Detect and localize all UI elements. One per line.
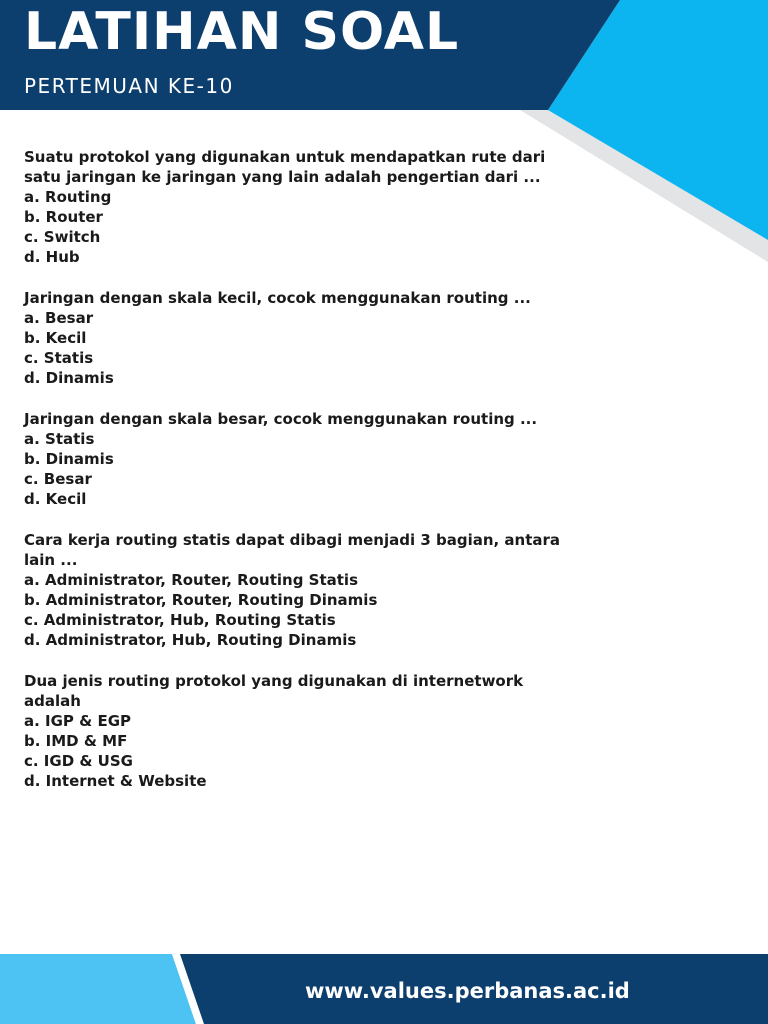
- question-text: Cara kerja routing statis dapat dibagi menjadi 3 bagian, antara lain ...: [24, 531, 561, 569]
- option-b: b. Kecil: [24, 329, 87, 347]
- option-d: d. Kecil: [24, 490, 87, 508]
- question-list: [24, 147, 584, 812]
- option-c: c. Besar: [24, 470, 92, 488]
- option-a: a. IGP & EGP: [24, 712, 132, 730]
- option-b: b. IMD & MF: [24, 732, 128, 750]
- question-text: Suatu protokol yang digunakan untuk mendapatkan rute dari satu jaringan ke jaringan yang lain adalah pengertian dari ...: [24, 148, 546, 186]
- option-a: a. Administrator, Router, Routing Statis: [24, 571, 358, 589]
- option-d: d. Internet & Website: [24, 772, 207, 790]
- option-d: d. Dinamis: [24, 369, 114, 387]
- question-5: [24, 671, 584, 791]
- question-1: [24, 147, 584, 267]
- option-b: b. Dinamis: [24, 450, 114, 468]
- light-blue-footer-block: [0, 954, 196, 1024]
- option-c: c. Statis: [24, 349, 94, 367]
- question-text: Dua jenis routing protokol yang digunakan di internetwork adalah: [24, 672, 524, 710]
- option-a: a. Statis: [24, 430, 95, 448]
- option-b: b. Administrator, Router, Routing Dinamis: [24, 591, 378, 609]
- question-text: Jaringan dengan skala besar, cocok menggunakan routing ...: [24, 410, 538, 428]
- option-c: c. IGD & USG: [24, 752, 133, 770]
- option-a: a. Besar: [24, 309, 94, 327]
- option-d: d. Hub: [24, 248, 80, 266]
- option-c: c. Administrator, Hub, Routing Statis: [24, 611, 336, 629]
- footer-website-link[interactable]: www.values.perbanas.ac.id: [305, 979, 630, 1003]
- question-2: [24, 288, 584, 388]
- option-a: a. Routing: [24, 188, 112, 206]
- option-d: d. Administrator, Hub, Routing Dinamis: [24, 631, 357, 649]
- question-3: [24, 409, 584, 509]
- question-text: Jaringan dengan skala kecil, cocok menggunakan routing ...: [24, 289, 531, 307]
- option-c: c. Switch: [24, 228, 101, 246]
- option-b: b. Router: [24, 208, 103, 226]
- header: [0, 0, 768, 110]
- page-title: LATIHAN SOAL: [24, 2, 460, 62]
- page-subtitle: PERTEMUAN KE-10: [24, 74, 234, 98]
- question-4: [24, 530, 584, 650]
